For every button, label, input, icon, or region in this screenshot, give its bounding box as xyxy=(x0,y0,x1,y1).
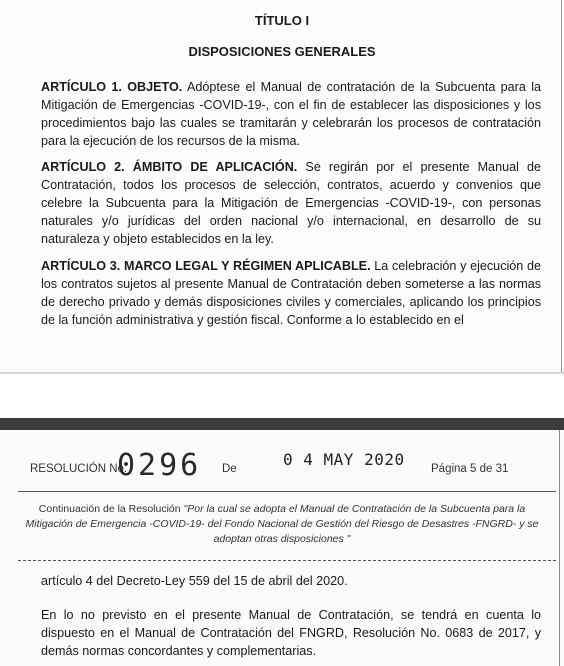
header-divider xyxy=(18,491,556,492)
article-3-body: La celebración y ejecución de los contratos sujetos al presente Manual de Contratación deben someterse a las normas de derecho privado y demás disposiciones civiles y comerciales, aplicando los principios de la función administrativa y gestión fiscal. Conforme a lo establecido en el xyxy=(41,259,541,327)
article-3 xyxy=(41,257,541,349)
section-heading: DISPOSICIONES GENERALES xyxy=(188,44,376,59)
paragraph-1: artículo 4 del Decreto-Ley 559 del 15 de abril del 2020. xyxy=(41,574,348,588)
article-3-heading: ARTÍCULO 3. MARCO LEGAL Y RÉGIMEN APLICABLE. xyxy=(41,259,371,273)
scan-border xyxy=(0,418,564,430)
page-edge xyxy=(559,430,560,666)
resolution-label: RESOLUCIÓN No. xyxy=(30,463,128,475)
page-divider xyxy=(0,372,564,374)
document-page-bottom xyxy=(0,430,564,666)
page-number: Página 5 de 31 xyxy=(431,463,509,475)
date-label: De xyxy=(222,463,237,475)
resolution-number: 0296 xyxy=(117,448,202,483)
article-1-body: Adóptese el Manual de contratación de la Subcuenta para la Mitigación de Emergencias -COVID-19-, con el fin de establecer las disposiciones y los procedimientos bajo las cuales se tramitarán y celebrarán los procesos de contratación para la ejecución de los recursos de la misma. xyxy=(41,80,542,148)
article-1-heading: ARTÍCULO 1. OBJETO. xyxy=(41,80,183,94)
continuation-prefix: Continuación de la Resolución xyxy=(38,503,181,515)
date-stamp: 0 4 MAY 2020 xyxy=(283,450,405,469)
paragraph-2: En lo no previsto en el presente Manual de Contratación, se tendrá en cuenta lo dispuesto en el Manual de Contratación del FNGRD, Resolución No. 0683 de 2017, y demás normas concordantes y complementarias. xyxy=(41,608,541,658)
article-1 xyxy=(41,78,541,150)
article-2-heading: ARTÍCULO 2. ÁMBITO DE APLICACIÓN. xyxy=(41,160,298,174)
article-2-body: Se regirán por el presente Manual de Contratación, todos los procesos de selección, contratos, acuerdo y convenios que celebre la Subcuenta para la Mitigación de Emergencias -COVID-19-, con personas naturales y/o jurídicas del orden nacional y/o internacional, en desarrollo de su naturaleza y objeto establecidos en la ley. xyxy=(41,160,541,246)
continuation-title: "Por la cual se adopta el Manual de Contratación de la Subcuenta para la Mitigación de Emergencia -COVID-19- del Fondo Nacional de Gestión del Riesgo de Desastres -FNGRD- y se adoptan otras disposiciones " xyxy=(25,503,539,545)
article-2 xyxy=(41,158,541,248)
continuation-note xyxy=(22,502,542,547)
title-heading: TÍTULO I xyxy=(254,13,310,28)
dashed-divider xyxy=(18,560,556,561)
page-gap xyxy=(0,372,564,418)
